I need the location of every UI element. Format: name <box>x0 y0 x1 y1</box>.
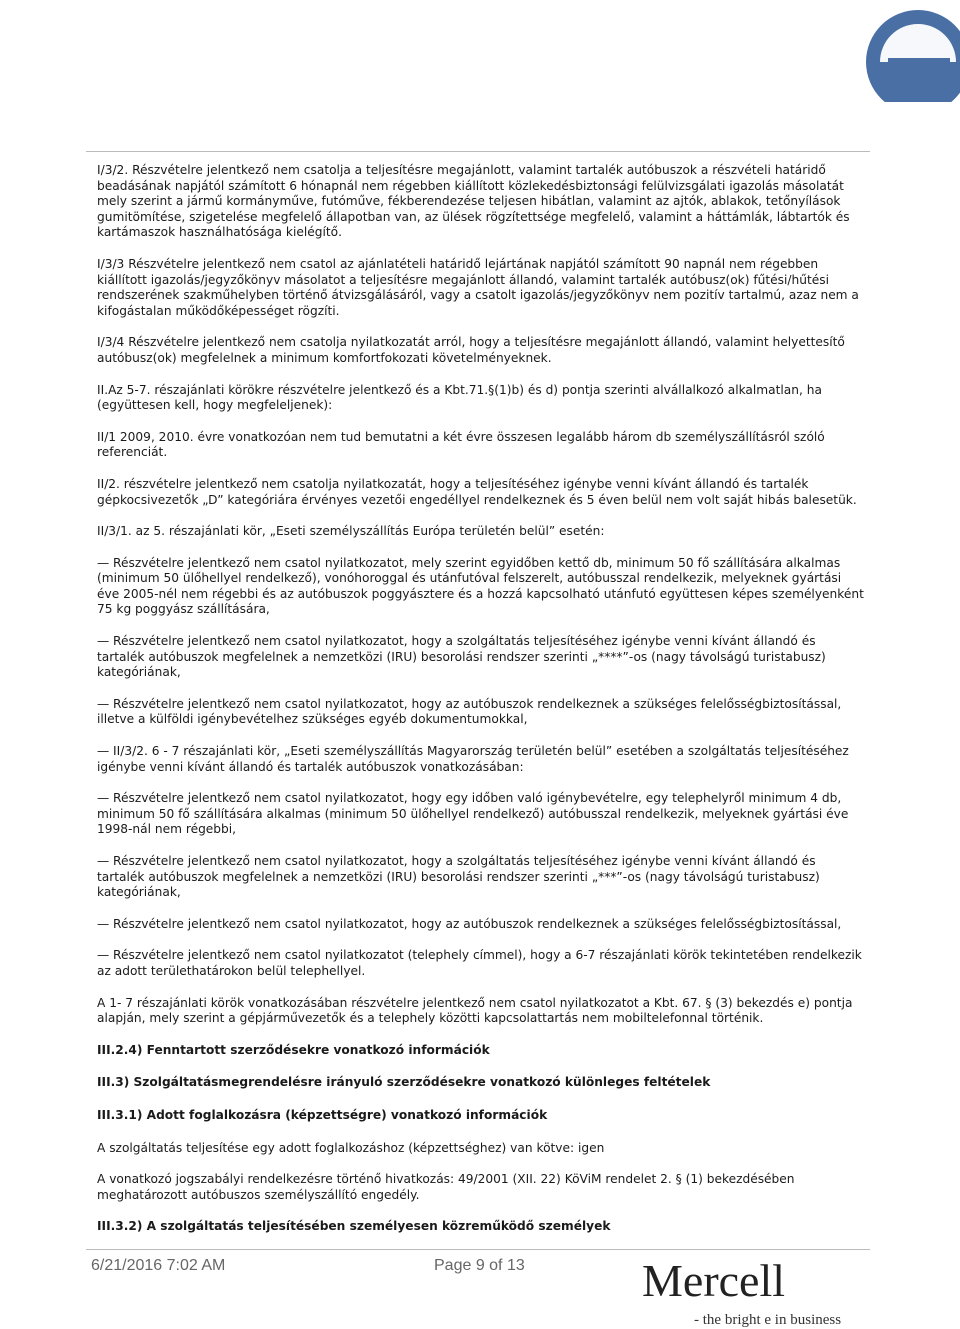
section-heading: III.3) Szolgáltatásmegrendelésre irányuló szerződésekre vonatkozó különleges feltételek <box>97 1075 711 1090</box>
body-paragraph: — Részvételre jelentkező nem csatol nyilatkozatot, hogy a szolgáltatás teljesítéséhez igénybe venni kívánt állandó és tartalék autóbuszok megfelelnek a nemzetközi (IRU) besorolási rendszer szerinti „***”-os (nagy távolságú turistabusz) kategóriának, <box>97 854 820 900</box>
body-paragraph: I/3/3 Részvételre jelentkező nem csatol az ajánlatételi határidő lejártának napjától számított 90 napnál nem régebben kiállított igazolás/jegyzőkönyv másolatot a teljesítésre megajánlott állandó, valamint tartalék autóbusz(ok) fűtési/hűtési rendszerének szakműhelyben történő átvizsgálásáról, vagy a csatolt igazolás/jegyzőkönyv nem pozitív tartalmú, azaz nem a kifogástalan működőképességet rögzíti. <box>97 256 859 318</box>
body-paragraph: I/3/2. Részvételre jelentkező nem csatolja a teljesítésre megajánlott, valamint tartalék autóbuszok a részvételi határidő beadásának napjától számított 6 hónapnál nem régebben kiállított közlekedésbiztonsági felülvizsgálati igazolás másolatát mely szerint a jármű kormányműve, futóműve, fékberendezése teljesen hibátlan, valamint az ajtók, ablakok, tetőnyílások gumitömítése, szigetelése megfelelő állapotban van, az ülések rögzítettsége megfelelő, valamint a háttámlák, lábtartók és kartámaszok használhatósága kielégítő. <box>97 163 850 240</box>
body-paragraph: — Részvételre jelentkező nem csatol nyilatkozatot, hogy az autóbuszok rendelkeznek a szükséges felelősségbiztosítással, illetve a külföldi igénybevételhez szükséges egyéb dokumentumokkal, <box>97 696 842 727</box>
body-paragraph: II/2. részvételre jelentkező nem csatolja nyilatkozatát, hogy a teljesítéséhez igénybe venni kívánt állandó és tartalék gépkocsivezetők „D” kategóriára érvényes vezetői engedéllyel rendelkeznek és 5 éven belül nem volt saját hibás balesetük. <box>97 476 857 507</box>
footer-divider <box>86 1249 870 1250</box>
body-paragraph: II/1 2009, 2010. évre vonatkozóan nem tud bemutatni a két évre összesen legalább három db személyszállításról szóló referenciát. <box>97 429 825 460</box>
footer-page-number: Page 9 of 13 <box>434 1257 525 1274</box>
body-paragraph: — Részvételre jelentkező nem csatol nyilatkozatot, hogy egy időben való igénybevételre, egy telephelyről minimum 4 db, minimum 50 fő szállítására alkalmas (minimum 50 ülőhellyel rendelkező) autóbusszal rendelkezik, melyeknek gyártási éve 1998-nál nem régebbi, <box>97 791 849 837</box>
mercell-e-logo-icon <box>858 0 960 102</box>
body-paragraph: — II/3/2. 6 - 7 részajánlati kör, „Eseti személyszállítás Magyarország területén belül” esetében a szolgáltatás teljesítéséhez igénybe venni kívánt állandó és tartalék autóbuszok vonatkozásában: <box>97 744 849 774</box>
footer-date: 6/21/2016 7:02 AM <box>91 1257 226 1274</box>
section-heading: III.3.1) Adott foglalkozásra (képzettségre) vonatkozó információk <box>97 1107 548 1122</box>
body-paragraph: I/3/4 Részvételre jelentkező nem csatolja nyilatkozatát arról, hogy a teljesítésre megajánlott állandó, valamint helyettesítő autóbusz(ok) megfelelnek a minimum komfortfokozati követelményeknek. <box>97 335 845 365</box>
brand-tagline: - the bright e in business <box>694 1312 842 1328</box>
header-divider <box>86 151 870 152</box>
body-paragraph: A szolgáltatás teljesítése egy adott foglalkozáshoz (képzettséghez) van kötve: igen <box>97 1140 605 1155</box>
section-heading: III.2.4) Fenntartott szerződésekre vonatkozó információk <box>97 1042 490 1057</box>
body-paragraph: — Részvételre jelentkező nem csatol nyilatkozatot, hogy a szolgáltatás teljesítéséhez igénybe venni kívánt állandó és tartalék autóbuszok megfelelnek a nemzetközi (IRU) besorolási rendszer szerinti „****”-os (nagy távolságú turistabusz) kategóriának, <box>97 634 826 680</box>
body-paragraph: — Részvételre jelentkező nem csatol nyilatkozatot, mely szerint egyidőben kettő db, minimum 50 fő szállítására alkalmas (minimum 50 ülőhellyel rendelkező), vonóhoroggal és utánfutóval felszerelt, autóbusszal rendelkezik, melyeknek gyártási éve 2005-nél nem régebbi és az autóbuszok poggyásztere és a hozzá kapcsolható utánfutó együttesen képes személyenként 75 kg poggyász szállítására, <box>97 555 864 617</box>
body-paragraph: II/3/1. az 5. részajánlati kör, „Eseti személyszállítás Európa területén belül” esetén: <box>97 524 605 539</box>
section-heading: III.3.2) A szolgáltatás teljesítésében személyesen közreműködő személyek <box>97 1219 611 1234</box>
body-paragraph: — Részvételre jelentkező nem csatol nyilatkozatot (telephely címmel), hogy a 6-7 részajánlati körök tekintetében rendelkezik az adott területhatárokon belül telephellyel. <box>97 948 862 978</box>
body-paragraph: II.Az 5-7. részajánlati körökre részvételre jelentkező és a Kbt.71.§(1)b) és d) pontja szerinti alvállalkozó alkalmatlan, ha (együttesen kell, hogy megfeleljenek): <box>97 382 822 413</box>
brand-name: Mercell <box>642 1255 786 1306</box>
body-paragraph: — Részvételre jelentkező nem csatol nyilatkozatot, hogy az autóbuszok rendelkeznek a szükséges felelősségbiztosítással, <box>97 916 842 931</box>
body-paragraph: A vonatkozó jogszabályi rendelkezésre történő hivatkozás: 49/2001 (XII. 22) KöViM rendelet 2. § (1) bekezdésében meghatározott autóbuszos személyszállító engedély. <box>97 1172 795 1202</box>
mercell-brand-logo <box>642 1252 872 1328</box>
document-body <box>97 163 865 1252</box>
body-paragraph: A 1- 7 részajánlati körök vonatkozásában részvételre jelentkező nem csatol nyilatkozatot a Kbt. 67. § (3) bekezdés e) pontja alapján, mely szerint a gépjárművezetők és a telephely közötti kapcsolattartás nem mobiltelefonnal történik. <box>97 995 853 1026</box>
